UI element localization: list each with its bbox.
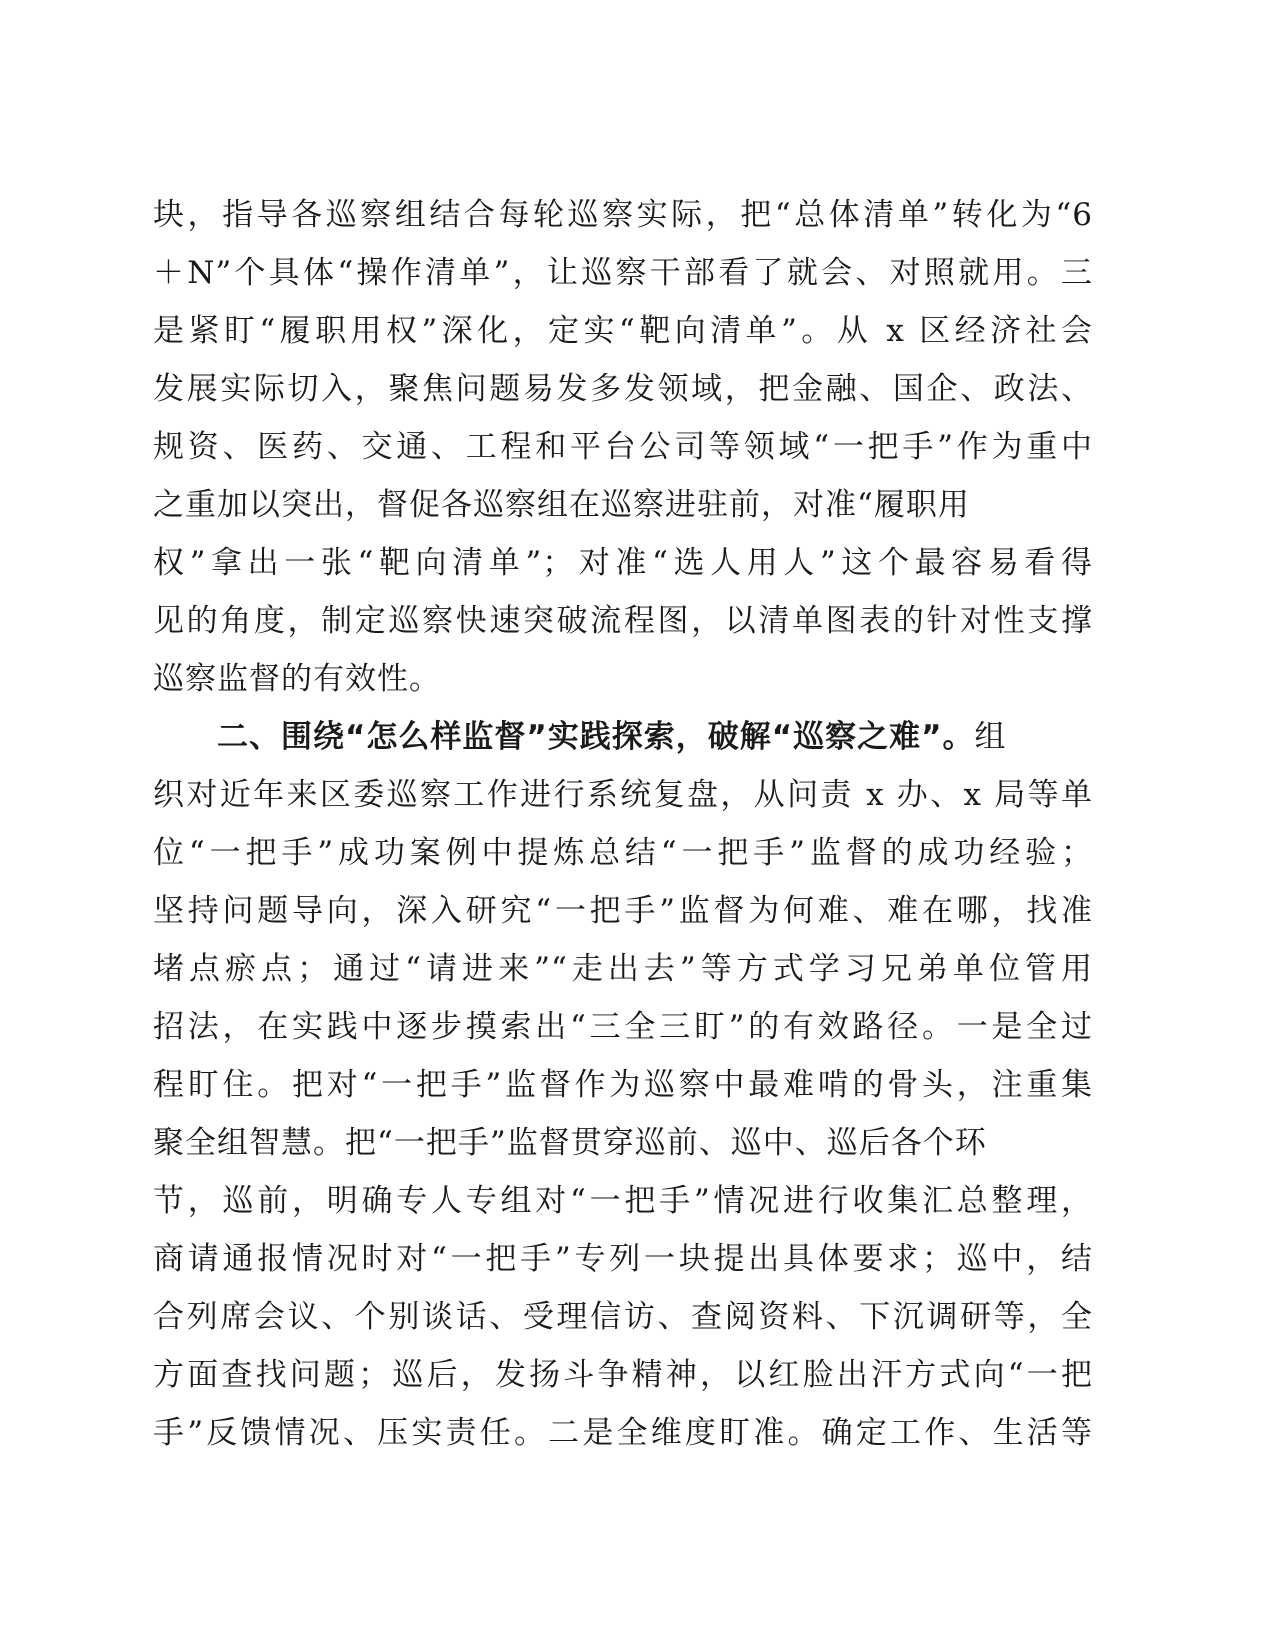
- text-line: 巡察监督的有效性。: [153, 661, 441, 697]
- text-line: 招法，在实践中逐步摸索出“三全三盯”的有效路径。一是全过: [153, 1009, 1093, 1045]
- text-line: 方面查找问题；巡后，发扬斗争精神，以红脸出汗方式向“一把: [153, 1357, 1093, 1393]
- text-line: ＋N”个具体“操作清单”，让巡察干部看了就会、对照就用。三: [153, 255, 1093, 291]
- heading-trailing-text: 组: [974, 719, 1007, 755]
- text-line: 权”拿出一张“靶向清单”；对准“选人用人”这个最容易看得: [153, 545, 1093, 581]
- text-line: 手”反馈情况、压实责任。二是全维度盯准。确定工作、生活等: [153, 1415, 1093, 1451]
- text-line: 位“一把手”成功案例中提炼总结“一把手”监督的成功经验；: [153, 835, 1093, 871]
- section-heading-line: [153, 708, 1093, 766]
- text-line: 聚全组智慧。把“一把手”监督贯穿巡前、巡中、巡后各个环: [153, 1125, 987, 1161]
- text-line: 商请通报情况时对“一把手”专列一块提出具体要求；巡中，结: [153, 1241, 1093, 1277]
- text-line: 节，巡前，明确专人专组对“一把手”情况进行收集汇总整理，: [153, 1183, 1093, 1219]
- text-line: 是紧盯“履职用权”深化，定实“靶向清单”。从 x 区经济社会: [153, 313, 1093, 349]
- text-line: 织对近年来区委巡察工作进行系统复盘，从问责 x 办、x 局等单: [153, 777, 1093, 813]
- section-heading: 二、围绕“怎么样监督”实践探索，破解“巡察之难”。: [217, 719, 975, 755]
- text-line: 见的角度，制定巡察快速突破流程图，以清单图表的针对性支撑: [153, 603, 1093, 639]
- body-text: [153, 186, 1093, 1462]
- text-line: 堵点瘀点；通过“请进来”“走出去”等方式学习兄弟单位管用: [153, 951, 1093, 987]
- text-line: 程盯住。把对“一把手”监督作为巡察中最难啃的骨头，注重集: [153, 1067, 1093, 1103]
- text-line: 块，指导各巡察组结合每轮巡察实际，把“总体清单”转化为“6: [153, 197, 1093, 233]
- text-line: 发展实际切入，聚焦问题易发多发领域，把金融、国企、政法、: [153, 371, 1093, 407]
- text-line: 之重加以突出，督促各巡察组在巡察进驻前，对准“履职用: [153, 487, 970, 523]
- text-line: 合列席会议、个别谈话、受理信访、查阅资料、下沉调研等，全: [153, 1299, 1093, 1335]
- text-line: 规资、医药、交通、工程和平台公司等领域“一把手”作为重中: [153, 429, 1093, 465]
- text-line: 坚持问题导向，深入研究“一把手”监督为何难、难在哪，找准: [153, 893, 1093, 929]
